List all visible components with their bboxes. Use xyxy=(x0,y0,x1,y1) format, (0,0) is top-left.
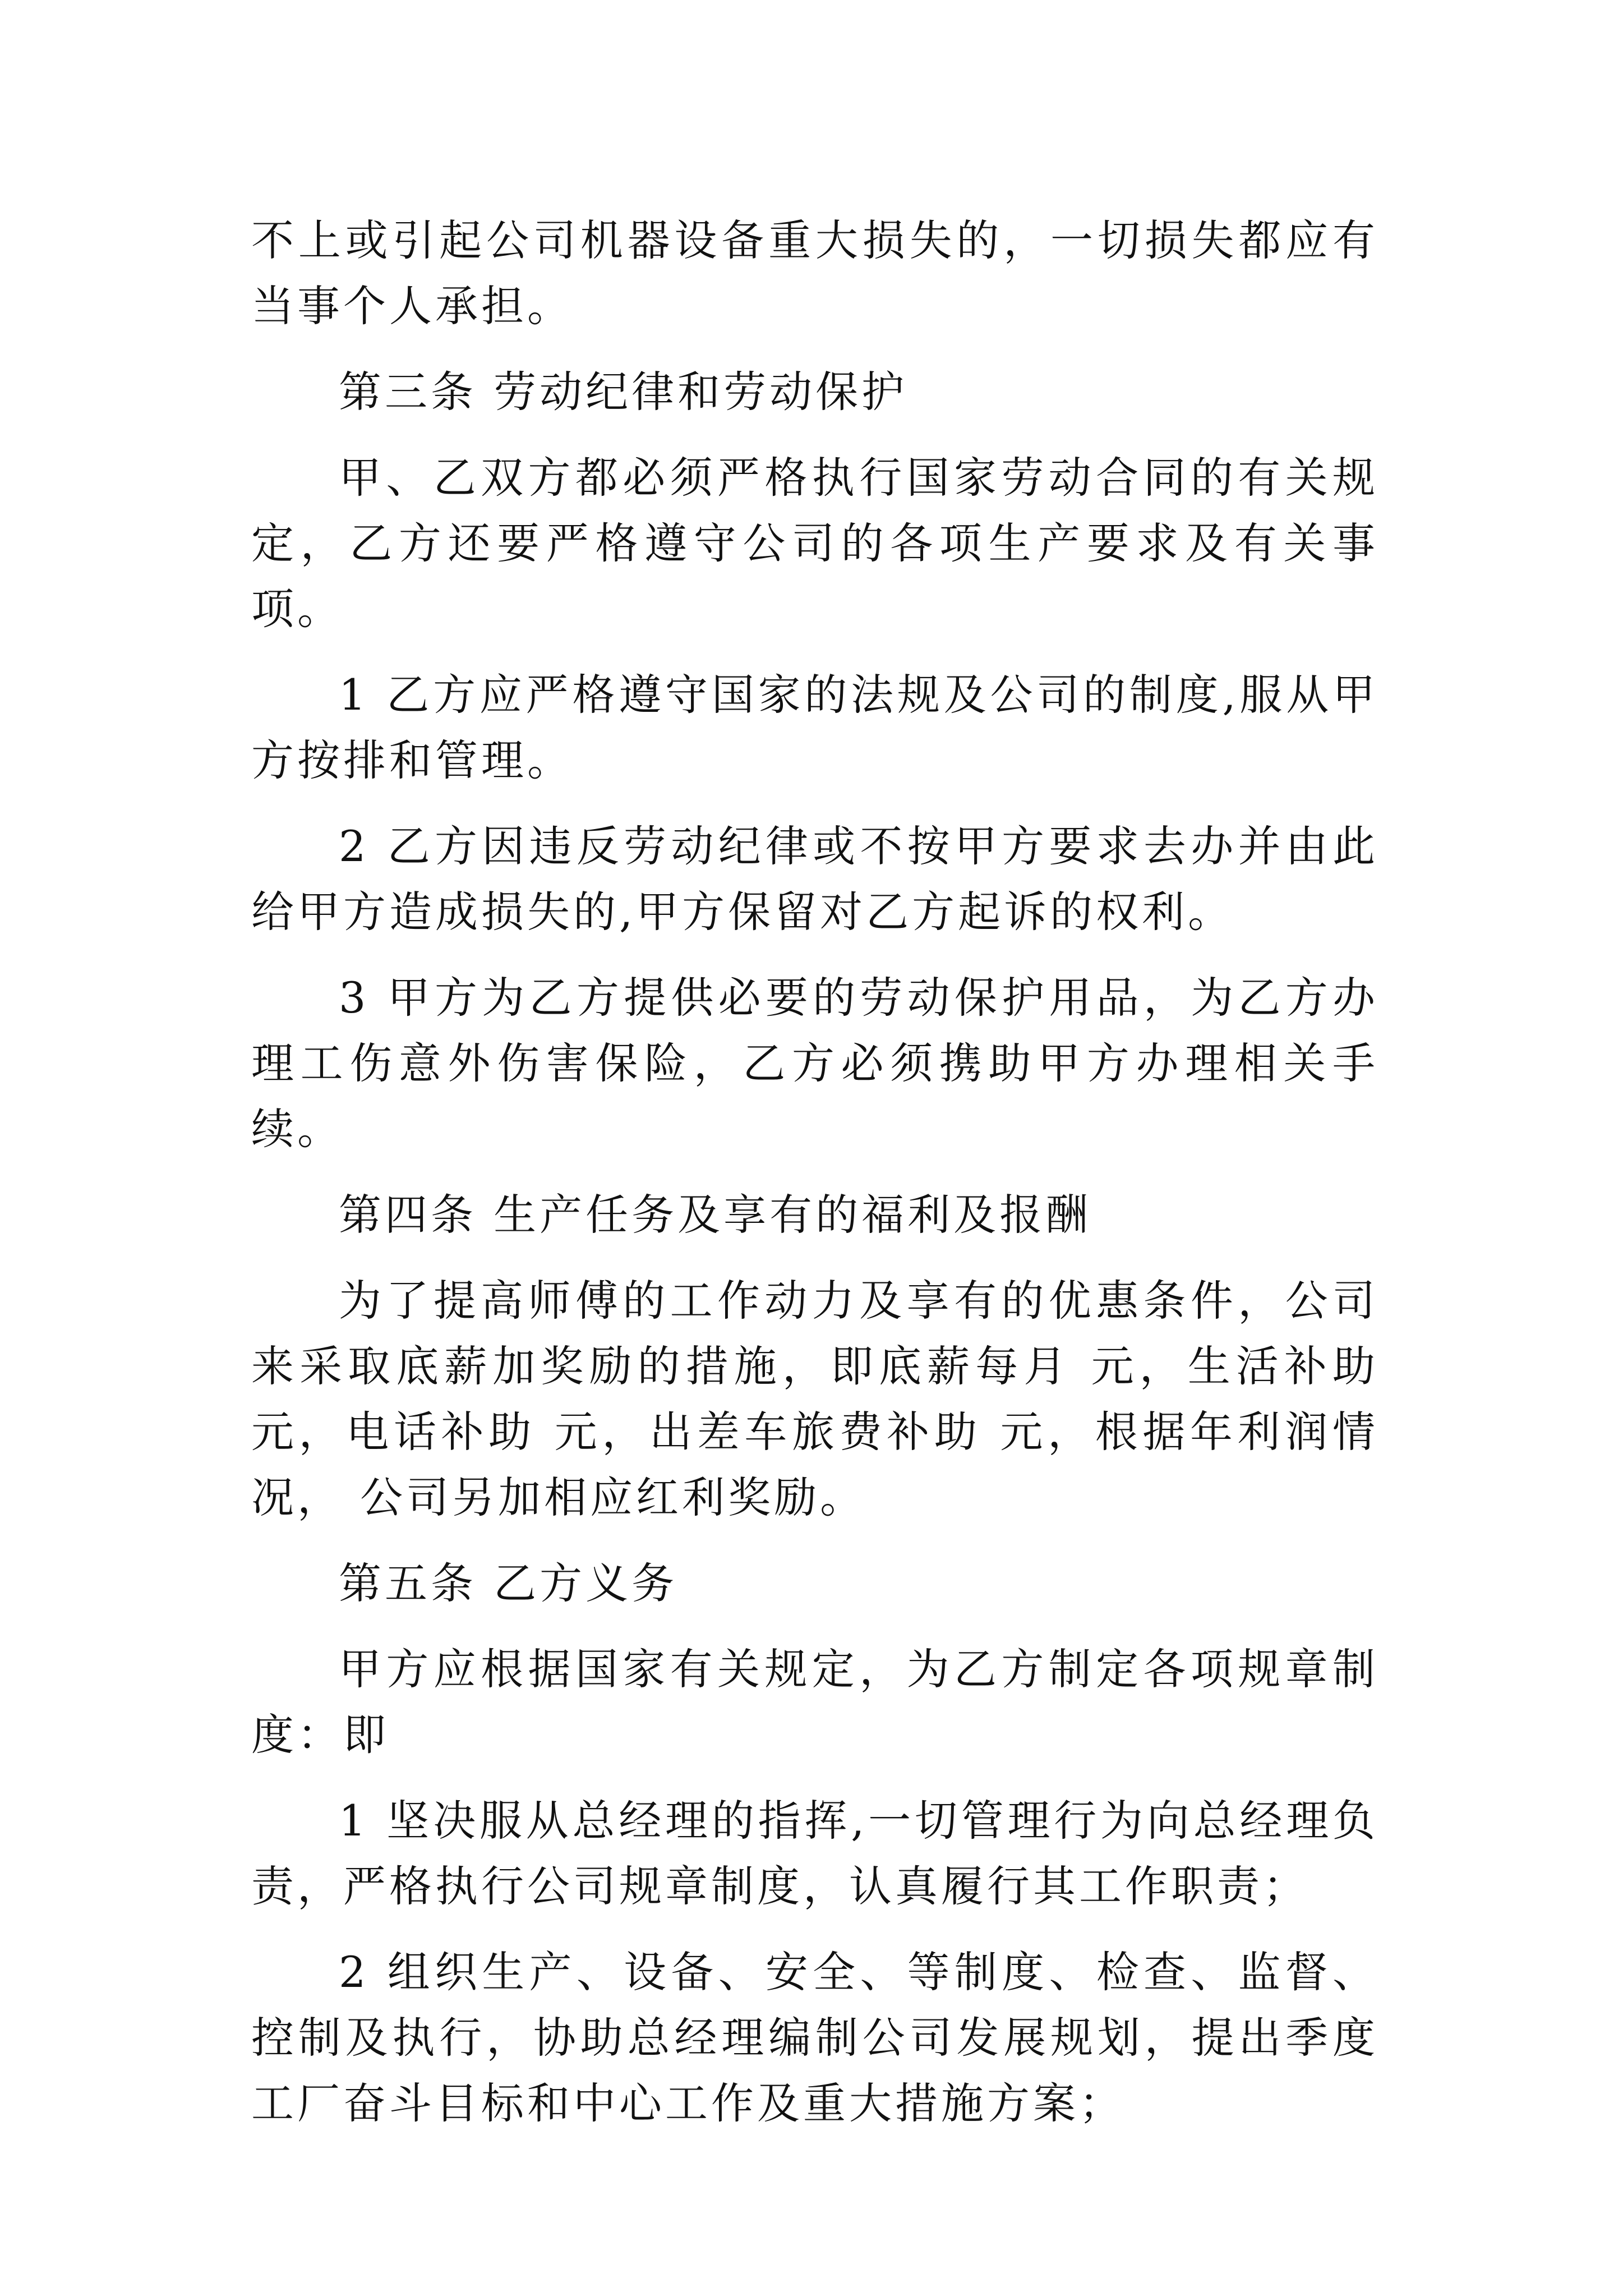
article-3-heading: 第三条 劳动纪律和劳动保护 xyxy=(339,367,908,417)
document-body xyxy=(251,208,1378,2156)
paragraph-loss-liability: 不上或引起公司机器设备重大损失的，一切损失都应有当事个人承担。 xyxy=(251,215,1378,331)
article-3-item-3: 3 甲方为乙方提供必要的劳动保护用品，为乙方办理工伤意外伤害保险，乙方必须携助甲方办理相关手续。 xyxy=(251,973,1378,1154)
article-5-heading: 第五条 乙方义务 xyxy=(339,1558,678,1608)
article-5-intro: 甲方应根据国家有关规定，为乙方制定各项规章制度：即 xyxy=(251,1644,1378,1760)
article-3-item-2: 2 乙方因违反劳动纪律或不按甲方要求去办并由此给甲方造成损失的,甲方保留对乙方起诉的权利。 xyxy=(251,821,1378,937)
article-5-item-2: 2 组织生产、设备、安全、等制度、检查、监督、控制及执行，协助总经理编制公司发展规划，提出季度工厂奋斗目标和中心工作及重大措施方案； xyxy=(251,1947,1378,2128)
article-4-body: 为了提高师傅的工作动力及享有的优惠条件，公司来采取底薪加奖励的措施，即底薪每月 元，生活补助 元，电话补助 元，出差车旅费补助 元，根据年利润情况， 公司另加相应红利奖励。 xyxy=(251,1276,1378,1522)
article-5-item-1: 1 坚决服从总经理的指挥,一切管理行为向总经理负责，严格执行公司规章制度，认真履行其工作职责； xyxy=(251,1796,1378,1911)
article-3-item-1: 1 乙方应严格遵守国家的法规及公司的制度,服从甲方按排和管理。 xyxy=(251,670,1378,785)
article-3-intro: 甲、乙双方都必须严格执行国家劳动合同的有关规定，乙方还要严格遵守公司的各项生产要求及有关事项。 xyxy=(251,453,1378,634)
article-4-heading: 第四条 生产任务及享有的福利及报酬 xyxy=(339,1190,1092,1240)
